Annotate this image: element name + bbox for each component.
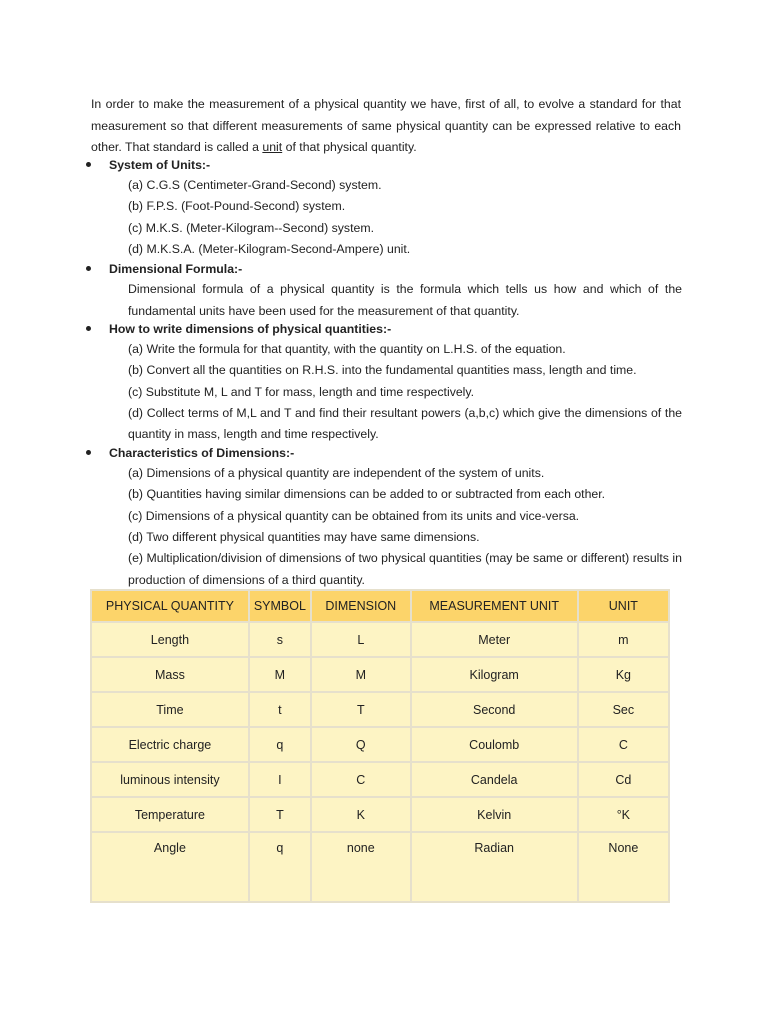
table-cell: Kilogram — [412, 658, 577, 691]
table-cell: Radian — [412, 833, 577, 901]
table-cell: °K — [579, 798, 668, 831]
table-cell: Temperature — [92, 798, 248, 831]
table-cell: Kg — [579, 658, 668, 691]
bullet-item — [86, 444, 682, 462]
table-cell: q — [250, 833, 310, 901]
table-cell: none — [312, 833, 410, 901]
list-item: (c) Substitute M, L and T for mass, length and time respectively. — [128, 384, 475, 399]
table-cell: Cd — [579, 763, 668, 796]
table-cell: Mass — [92, 658, 248, 691]
list-item: (a) Dimensions of a physical quantity are independent of the system of units. — [128, 466, 545, 480]
section-title: How to write dimensions of physical quantities:- — [109, 322, 392, 336]
table-cell: C — [312, 763, 410, 796]
section-characteristics — [86, 444, 682, 591]
table-cell: Length — [92, 623, 248, 656]
section-system-of-units — [86, 156, 682, 260]
table-cell: C — [579, 728, 668, 761]
table-cell: s — [250, 623, 310, 656]
intro-text-after: of that physical quantity. — [282, 140, 417, 154]
table-cell: t — [250, 693, 310, 726]
list-item: (a) C.G.S (Centimeter-Grand-Second) system. — [128, 178, 382, 192]
bullet-item — [86, 320, 682, 338]
section-dimensional-formula — [86, 260, 682, 322]
table-row — [92, 798, 668, 831]
table-row — [92, 658, 668, 691]
table-cell: luminous intensity — [92, 763, 248, 796]
intro-underlined-word: unit — [262, 140, 283, 154]
table-cell: Sec — [579, 693, 668, 726]
list-item: (d) Collect terms of M,L and T and find their resultant powers (a,b,c) which give the dimensions of the quantity in mass, length and time respectively. — [128, 405, 682, 442]
bullet-item — [86, 260, 682, 278]
table-cell: M — [250, 658, 310, 691]
bullet-icon — [86, 326, 91, 331]
table-cell: Time — [92, 693, 248, 726]
section-title: Dimensional Formula:- — [109, 262, 243, 276]
list-item: (b) Convert all the quantities on R.H.S. into the fundamental quantities mass, length and time. — [128, 363, 637, 378]
table-cell: Coulomb — [412, 728, 577, 761]
bullet-icon — [86, 162, 91, 167]
section-items — [128, 175, 682, 260]
table-cell: Q — [312, 728, 410, 761]
header-physical-quantity: PHYSICAL QUANTITY — [92, 591, 248, 621]
table-row — [92, 833, 668, 901]
list-item: (d) Two different physical quantities may have same dimensions. — [128, 529, 480, 544]
table-cell: T — [250, 798, 310, 831]
list-item: (b) F.P.S. (Foot-Pound-Second) system. — [128, 199, 346, 214]
table-cell: K — [312, 798, 410, 831]
intro-paragraph — [91, 94, 681, 159]
table-header-row — [92, 591, 668, 621]
table-row — [92, 693, 668, 726]
section-how-to-write-dimensions — [86, 320, 682, 446]
header-dimension: DIMENSION — [312, 591, 410, 621]
list-item: (b) Quantities having similar dimensions can be added to or subtracted from each other. — [128, 487, 606, 502]
list-item: (d) M.K.S.A. (Meter-Kilogram-Second-Ampere) unit. — [128, 241, 411, 256]
section-title: Characteristics of Dimensions:- — [109, 446, 295, 460]
header-measurement-unit: MEASUREMENT UNIT — [412, 591, 577, 621]
intro-text-before: In order to make the measurement of a physical quantity we have, first of all, to evolve a standard for that measurement so that different measurements of same physical quantity can be expressed relative to each other. That standard is called a — [91, 97, 681, 154]
section-paragraph: Dimensional formula of a physical quantity is the formula which tells us how and which of the fundamental units have been used for the measurement of that quantity. — [128, 282, 682, 318]
bullet-icon — [86, 450, 91, 455]
table-cell: Electric charge — [92, 728, 248, 761]
table-cell: L — [312, 623, 410, 656]
table-row — [92, 728, 668, 761]
section-title: System of Units:- — [109, 158, 211, 172]
table-cell: None — [579, 833, 668, 901]
units-table — [90, 589, 670, 903]
table-cell: Second — [412, 693, 577, 726]
table-cell: Candela — [412, 763, 577, 796]
table-cell: Meter — [412, 623, 577, 656]
table-cell: T — [312, 693, 410, 726]
table-cell: Kelvin — [412, 798, 577, 831]
bullet-item — [86, 156, 682, 174]
table-row — [92, 623, 668, 656]
table-cell: m — [579, 623, 668, 656]
list-item: (c) M.K.S. (Meter-Kilogram--Second) system. — [128, 220, 374, 235]
table-cell: Angle — [92, 833, 248, 901]
section-items — [128, 339, 682, 446]
list-item: (a) Write the formula for that quantity, with the quantity on L.H.S. of the equation. — [128, 342, 566, 356]
header-symbol: SYMBOL — [250, 591, 310, 621]
list-item: (c) Dimensions of a physical quantity can be obtained from its units and vice-versa. — [128, 508, 580, 523]
table-cell: M — [312, 658, 410, 691]
table-cell: I — [250, 763, 310, 796]
list-item: (e) Multiplication/division of dimensions of two physical quantities (may be same or different) results in production of dimensions of a third quantity. — [128, 551, 682, 587]
table-cell: q — [250, 728, 310, 761]
section-items — [128, 463, 682, 591]
table-row — [92, 763, 668, 796]
bullet-icon — [86, 266, 91, 271]
header-unit: UNIT — [579, 591, 668, 621]
